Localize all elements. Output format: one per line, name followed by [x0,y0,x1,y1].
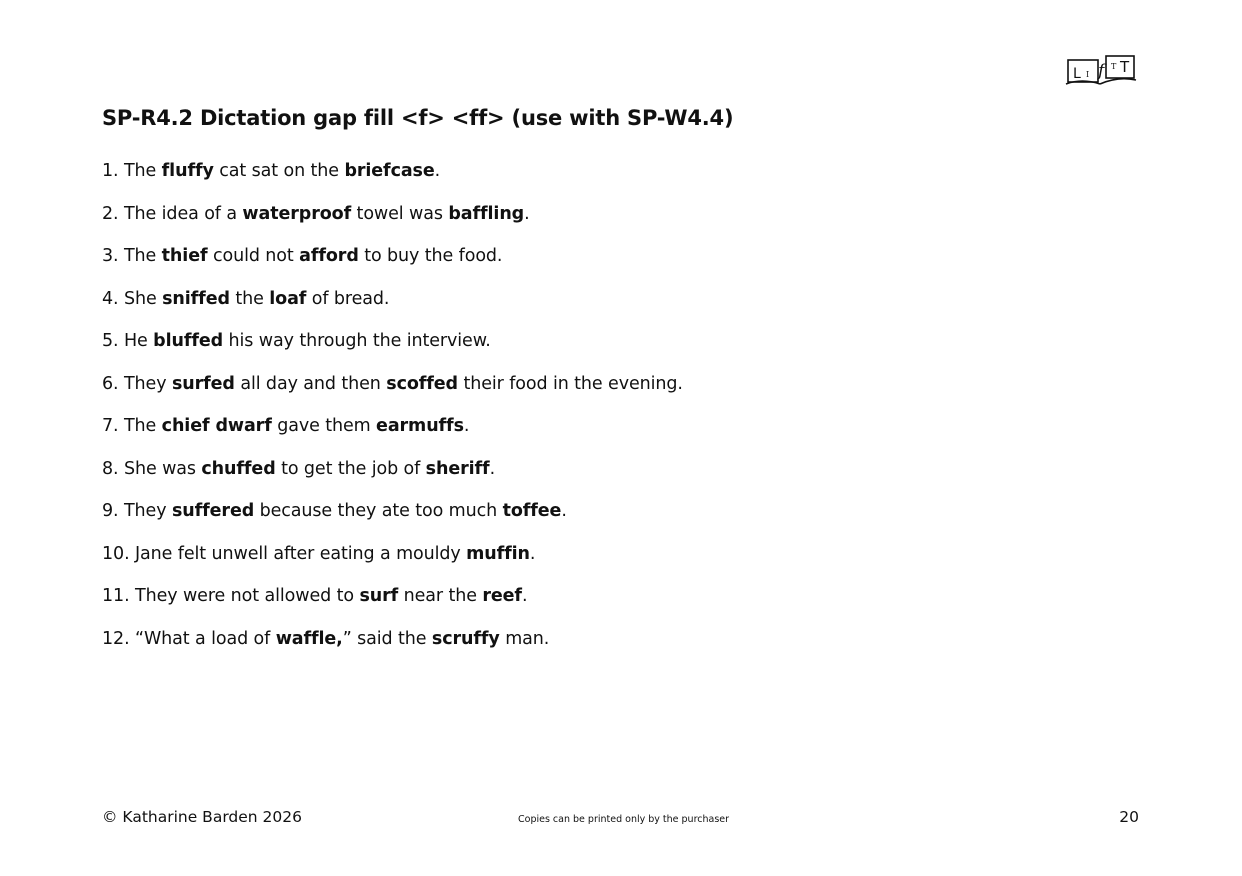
sentence-text: their food in the evening. [458,373,683,394]
target-word: scruffy [431,628,500,649]
sentence-item [102,328,683,371]
target-word: muffin [466,543,530,564]
sentence-text: could not [207,246,300,266]
sentence-text: . [561,501,567,521]
target-word: chuffed [201,458,276,479]
sentence-text: gave them [271,416,377,436]
sentence-text: 12. “What a load of [102,628,276,649]
target-word: bluffed [153,331,224,351]
target-word: waffle, [275,628,343,649]
sentence-text: 5. He [102,331,154,351]
sentence-text: 2. The idea of a [102,203,243,224]
sentence-text: 10. Jane felt unwell after eating a mouldy [102,543,467,564]
svg-text:I: I [1086,70,1090,79]
target-word: surfed [171,373,235,394]
sentence-text: . [489,458,496,479]
svg-text:T: T [1111,62,1117,71]
sentence-text: . [529,543,536,564]
target-word: chief dwarf [161,416,272,436]
sentence-text: . [524,203,530,224]
sentence-item [102,456,683,499]
target-word: reef [482,586,522,606]
sentence-item [102,626,683,669]
target-word: suffered [171,501,255,521]
sentence-text: 9. They [102,501,172,521]
sentence-item [102,498,683,541]
sentence-list [102,158,683,668]
sentence-text: 8. She was [102,458,202,479]
sentence-text: of bread. [306,288,390,309]
target-word: loaf [269,288,307,309]
sentence-text: to buy the food. [358,246,503,266]
sentence-text: near the [398,586,483,606]
target-word: toffee [502,501,562,521]
sentence-text: cat sat on the [213,161,345,181]
target-word: sniffed [162,288,230,309]
sentence-item [102,201,683,244]
sentence-item [102,541,683,584]
sentence-item [102,371,683,414]
target-word: sheriff [425,458,490,479]
sentence-text: 11. They were not allowed to [102,586,360,606]
sentence-text: . [434,161,441,181]
target-word: earmuffs [376,416,464,436]
sentence-text: 6. They [102,373,172,394]
sentence-text: . [521,586,528,606]
sentence-text: ” said the [342,628,432,649]
sentence-text: because they ate too much [254,501,503,521]
sentence-item [102,158,683,201]
sentence-text: 3. The [102,246,162,266]
sentence-text: man. [499,628,550,649]
sentence-item [102,286,683,329]
svg-text:T: T [1120,58,1130,76]
page-footer [0,808,1242,832]
sentence-text: . [463,416,470,436]
target-word: scoffed [386,373,458,394]
target-word: waterproof [242,203,352,224]
target-word: afford [299,246,359,266]
sentence-text: 4. She [102,288,163,309]
sentence-text: all day and then [234,373,387,394]
target-word: fluffy [161,161,214,181]
sentence-text: towel was [351,203,449,224]
sentence-text: his way through the interview. [223,331,491,351]
sentence-text: to get the job of [275,458,426,479]
target-word: surf [359,586,399,606]
page-title: SP-R4.2 Dictation gap fill <f> <ff> (use with SP-W4.4) [102,106,734,130]
sentence-text: 7. The [102,416,162,436]
sentence-item [102,413,683,456]
target-word: briefcase [344,161,435,181]
svg-text:f: f [1098,61,1105,81]
target-word: baffling [448,203,525,224]
book-logo-icon [1064,50,1138,90]
svg-text:L: L [1073,66,1081,82]
page-number: 20 [1119,808,1139,826]
sentence-item [102,243,683,286]
sentence-text: 1. The [102,161,162,181]
sentence-text: the [229,288,270,309]
sentence-item [102,583,683,626]
target-word: thief [161,246,208,266]
copy-notice: Copies can be printed only by the purchaser [518,814,730,825]
copyright-text: © Katharine Barden 2026 [102,808,302,826]
